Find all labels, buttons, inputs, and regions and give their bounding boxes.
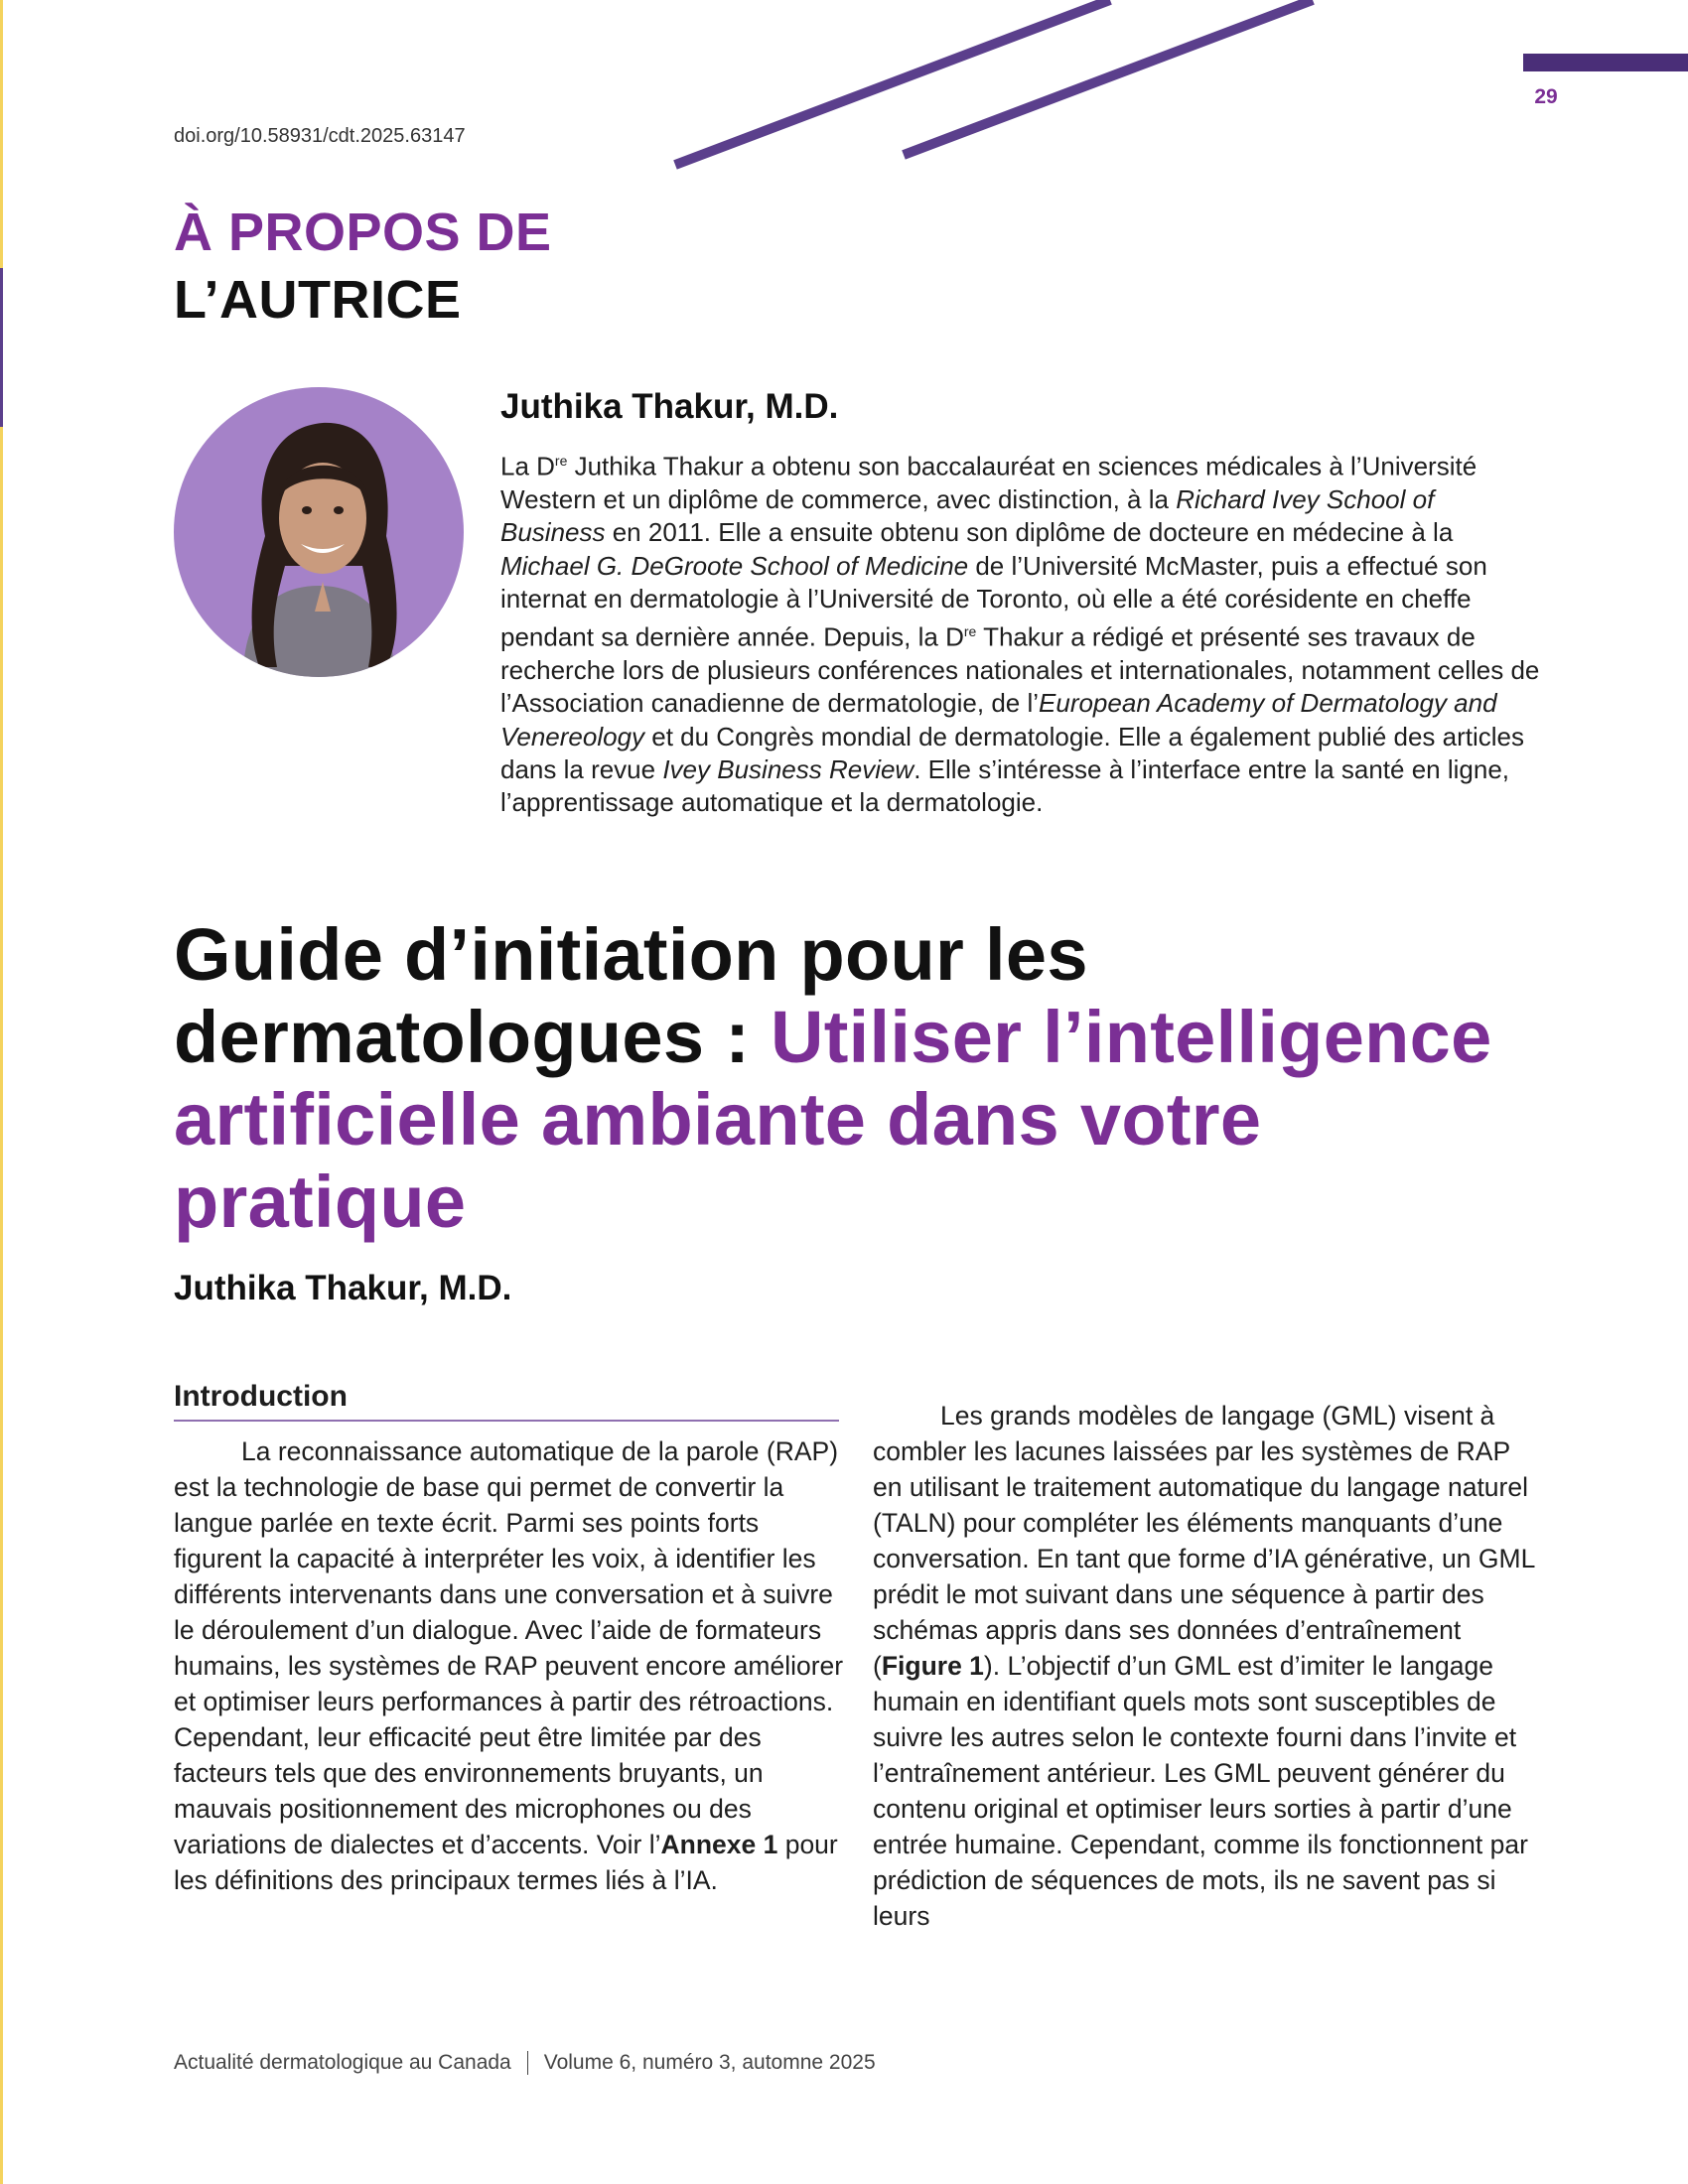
footer-divider: [527, 2051, 528, 2075]
about-heading-line2: L’AUTRICE: [174, 270, 462, 330]
decorative-diagonal-lines: [0, 0, 1688, 199]
section-heading-introduction: Introduction: [174, 1380, 839, 1422]
about-author-name: Juthika Thakur, M.D.: [500, 387, 839, 426]
about-heading-line1: À PROPOS DE: [174, 203, 552, 262]
left-edge-accent: [0, 268, 3, 427]
right-column-text: [873, 1398, 1543, 1934]
left-column-text: [174, 1433, 844, 1898]
intro-paragraph-2: Les grands modèles de langage (GML) visent à combler les lacunes laissées par les systèmes de RAP en utilisant le traitement automatique du langage naturel (TALN) pour compléter les éléments manquants d’une conversation. En tant que forme d’IA générative, un GML prédit le mot suivant dans une séquence à partir des schémas appris dans ses données d’entraînement (Figure 1). L’objectif d’un GML est d’imiter le langage humain en identifiant quels mots sont susceptibles de suivre les autres selon le contexte fourni dans l’invite et l’entraînement antérieur. Les GML peuvent générer du contenu original et optimiser leurs sorties à partir d’une entrée humaine. Cependant, comme ils fonctionnent par prédiction de séquences de mots, ils ne savent pas si leurs: [873, 1401, 1535, 1931]
diagonal-line-1: [675, 0, 1110, 165]
annex-1-reference[interactable]: Annexe 1: [660, 1830, 778, 1859]
article-byline: Juthika Thakur, M.D.: [174, 1269, 512, 1307]
article-title: [174, 913, 1514, 1243]
footer-journal: Actualité dermatologique au Canada: [174, 2051, 511, 2074]
page-number: 29: [1534, 85, 1558, 108]
title-black-part: Guide d’initiation pour les dermatologues :: [174, 913, 1088, 1078]
author-photo: [174, 387, 464, 677]
author-bio: La Dre Juthika Thakur a obtenu son baccalauréat en sciences médicales à l’Université Western et un diplôme de commerce, avec distinction, à la Richard Ivey School of Business en 2011. Elle a ensuite obtenu son diplôme de docteure en médecine à la Michael G. DeGroote School of Medicine de l’Université McMaster, puis a effectué son internat en dermatologie à l’Université de Toronto, où elle a été corésidente en cheffe pendant sa dernière année. Depuis, la Dre Thakur a rédigé et présenté ses travaux de recherche lors de plusieurs conférences nationales et internationales, notamment celles de l’Association canadienne de dermatologie, de l’European Academy of Dermatology and Venereology et du Congrès mondial de dermatologie. Elle a également publié des articles dans la revue Ivey Business Review. Elle s’intéresse à l’interface entre la santé en ligne, l’apprentissage automatique et la dermatologie.: [500, 451, 1540, 818]
figure-1-reference[interactable]: Figure 1: [881, 1651, 984, 1681]
intro-paragraph-1: La reconnaissance automatique de la parole (RAP) est la technologie de base qui permet de convertir la langue parlée en texte écrit. Parmi ses points forts figurent la capacité à interpréter les voix, à identifier les différents intervenants dans une conversation et à suivre le déroulement d’un dialogue. Avec l’aide de formateurs humains, les systèmes de RAP peuvent encore améliorer et optimiser leurs performances à partir des rétroactions. Cependant, leur efficacité peut être limitée par des facteurs tels que des environnements bruyants, un mauvais positionnement des microphones ou des variations de dialectes et d’accents. Voir l’Annexe 1 pour les définitions des principaux termes liés à l’IA.: [174, 1436, 844, 1895]
diagonal-line-2: [904, 0, 1313, 155]
footer-issue: Volume 6, numéro 3, automne 2025: [543, 2051, 876, 2074]
doi-link[interactable]: doi.org/10.58931/cdt.2025.63147: [174, 125, 466, 147]
title-purple-part: Utiliser l’intelligence artificielle ambiante dans votre pratique: [174, 996, 1492, 1243]
about-author-heading: [174, 199, 552, 334]
page-footer: [174, 2051, 876, 2075]
author-portrait-illustration: [174, 387, 464, 677]
